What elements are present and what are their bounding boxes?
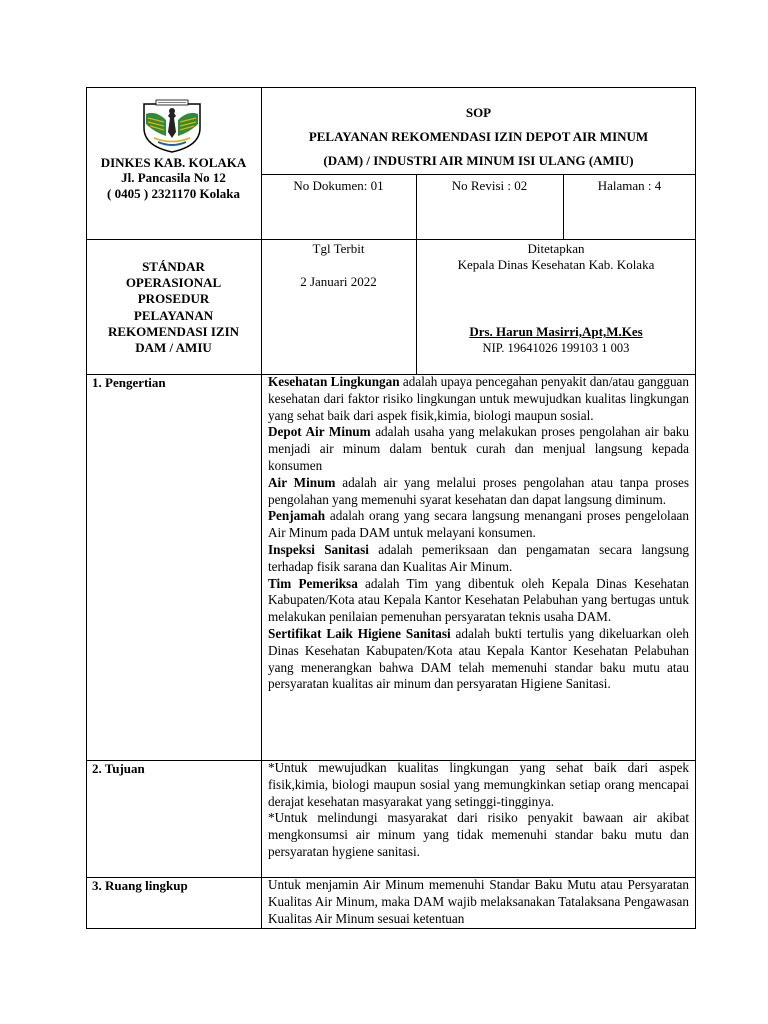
definition-item [268, 542, 689, 576]
definition-text: adalah bukti tertulis yang dikeluarkan oleh Dinas Kesehatan Kabupaten/Kota atau Kepala Kantor Kesehatan Pelabuhan yang menerangkan bahwa DAM telah memenuhi standar baku mutu atau persyaratan kualitas air minum dan persyaratan Higiene Sanitasi. [268, 625, 689, 692]
signer-name: Drs. Harun Masirri,Apt,M.Kes [469, 324, 643, 339]
body-divider-vertical [261, 374, 262, 929]
definition-text: adalah upaya pencegahan penyakit dan/atau gangguan kesehatan dari faktor risiko lingkungan untuk mewujudkan kualitas lingkungan yang sehat baik dari aspek fisik,kimia, biologi maupun sosial. [268, 374, 689, 423]
established-by: Kepala Dinas Kesehatan Kab. Kolaka [457, 257, 655, 272]
org-phone: ( 0405 ) 2321170 Kolaka [107, 186, 240, 201]
section-pengertian-content [268, 374, 689, 693]
section-ruang-lingkup-content [268, 877, 689, 928]
definition-text: adalah pemeriksaan dan pengamatan secara langsung terhadap fisik sarana dan Kualitas Air Minum. [268, 541, 690, 574]
definition-item [268, 508, 689, 542]
document-number: No Dokumen: 01 [293, 178, 384, 193]
org-name: DINKES KAB. KOLAKA [100, 155, 247, 170]
section-ruang-lingkup-label: 3. Ruang lingkup [92, 878, 188, 893]
section-tujuan-label: 2. Tujuan [92, 761, 145, 776]
definition-term: Depot Air Minum [268, 424, 371, 440]
kolaka-regency-emblem-icon [136, 98, 208, 154]
signer-nip: NIP. 19641026 199103 1 003 [482, 341, 630, 355]
sop-name-line-3: PROSEDUR [137, 291, 210, 307]
sop-name-line-4: PELAYANAN [133, 307, 214, 323]
page-number: Halaman : 4 [597, 178, 662, 193]
header-bottom-line [86, 239, 696, 240]
definition-item [268, 424, 689, 474]
sop-name-line-2: OPERASIONAL [125, 275, 222, 291]
definition-term: Sertifikat Laik Higiene Sanitasi [268, 625, 451, 641]
scope-text: Untuk menjamin Air Minum memenuhi Standar Baku Mutu atau Persyaratan Kualitas Air Minum, maka DAM wajib melaksanakan Tatalaksana Pengawasan Kualitas Air Minum sesuai ketentuan [268, 877, 689, 926]
section-pengertian-label: 1. Pengertian [92, 375, 166, 390]
sop-title-line-2: (DAM) / INDUSTRI AIR MINUM ISI ULANG (AMIU) [323, 153, 634, 168]
issue-date-label: Tgl Terbit [312, 241, 365, 256]
objective-item: *Untuk melindungi masyarakat dari risiko penyakit bawaan air akibat mengkonsumsi air minum yang tidak memenuhi standar baku mutu dan persyaratan hygiene sanitasi. [268, 810, 689, 859]
definition-term: Inspeksi Sanitasi [268, 541, 369, 557]
definition-item [268, 576, 689, 626]
definition-term: Tim Pemeriksa [268, 575, 358, 591]
title-bottom-line [261, 174, 696, 175]
sop-name-line-1: STÁNDAR [142, 259, 205, 274]
objective-item: *Untuk mewujudkan kualitas lingkungan yang sehat baik dari aspek fisik,kimia, biologi maupun sosial yang memungkinkan setiap orang mencapai derajat kesehatan masyarakat yang setinggi-tingginya. [268, 760, 689, 809]
definition-text: adalah air yang melalui proses pengolahan atau tanpa proses pengolahan yang memenuhi syarat kesehatan dan dapat langsung diminum. [268, 474, 689, 507]
revision-number: No Revisi : 02 [451, 178, 528, 193]
sop-name-block [86, 259, 261, 356]
sop-name-line-5: REKOMENDASI IZIN [107, 323, 240, 339]
definition-term: Kesehatan Lingkungan [268, 374, 400, 389]
definition-term: Air Minum [268, 474, 336, 490]
issue-date: 2 Januari 2022 [300, 274, 377, 289]
definition-term: Penjamah [268, 508, 326, 524]
sop-label: SOP [465, 105, 492, 120]
sop-title-line-1: PELAYANAN REKOMENDASI IZIN DEPOT AIR MINUM [308, 129, 649, 144]
org-address: Jl. Pancasila No 12 [121, 170, 226, 185]
established-label: Ditetapkan [527, 241, 585, 256]
sop-name-line-6: DAM / AMIU [135, 340, 212, 356]
definition-item [268, 374, 689, 424]
definition-item [268, 475, 689, 509]
definition-text: adalah Tim yang dibentuk oleh Kepala Dinas Kesehatan Kabupaten/Kota atau Kepala Kantor Kesehatan Pelabuhan yang bertugas untuk melakukan penilaian pemenuhan persyaratan teknis usaha DAM. [268, 575, 690, 625]
definition-item [268, 626, 689, 693]
definition-text: adalah orang yang secara langsung menangani proses pengelolaan Air Minum pada DAM untuk melayani konsumen. [268, 508, 689, 541]
definition-text: adalah usaha yang melakukan proses pengolahan air baku menjadi air minum dalam bentuk curah dan menjual langsung kepada konsumen [268, 424, 689, 473]
section-tujuan-content [268, 760, 689, 861]
